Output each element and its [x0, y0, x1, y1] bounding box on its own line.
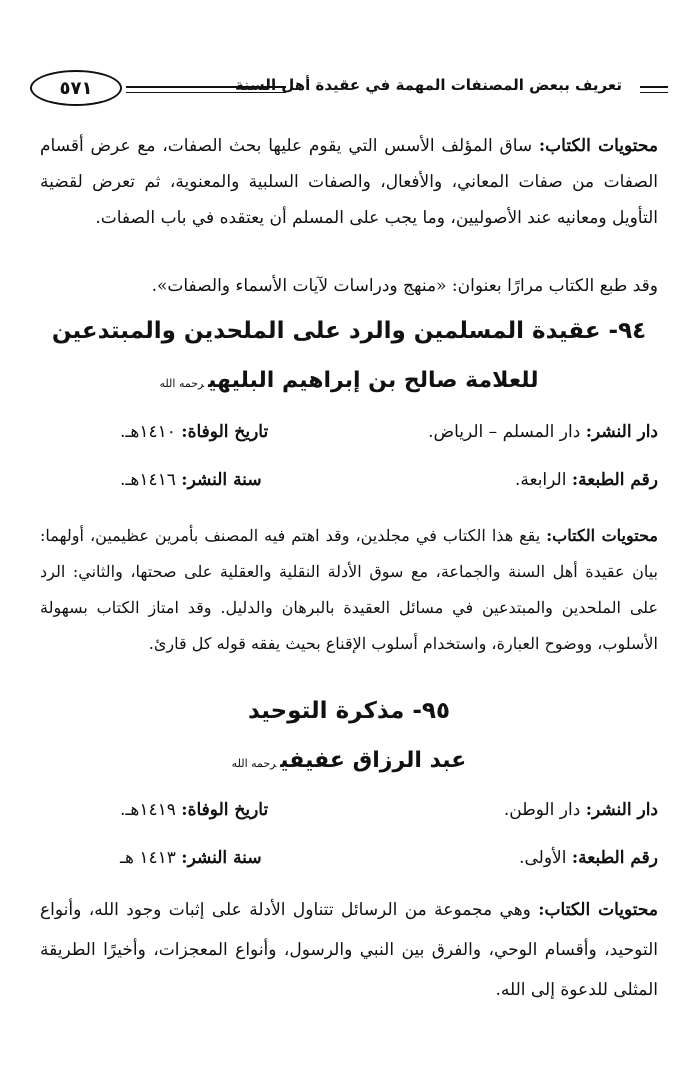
book94-death	[120, 422, 268, 442]
book95-edition	[519, 848, 658, 868]
book94-edition-label: رقم الطبعة:	[571, 470, 658, 490]
book95-contents-text: وهي مجموعة من الرسائل تتناول الأدلة على إثبات وجود الله، وأنواع التوحيد، وأقسام الوحي، والفرق بين النبي والرسول، وأنواع المعجزات، وأخيرًا الطريقة المثلى للدعوة إلى الله.	[40, 900, 658, 1000]
book95-publisher-value: دار الوطن.	[503, 800, 586, 820]
book95-title: ٩٥- مذكرة التوحيد	[247, 698, 450, 724]
book95-contents	[40, 890, 658, 1010]
book94-publisher	[428, 422, 658, 442]
header-rule-right	[640, 86, 668, 93]
book94-author	[40, 368, 658, 393]
book94-year-label: سنة النشر:	[181, 470, 262, 490]
book95-author-name: عبد الرزاق عفيفي	[280, 748, 467, 773]
book94-contents-label: محتويات الكتاب:	[546, 526, 658, 545]
book94-title: ٩٤- عقيدة المسلمين والرد على الملحدين والمبتدعين	[51, 318, 647, 344]
book95-author	[40, 748, 658, 773]
book94-edition	[515, 470, 658, 490]
intro-contents-label: محتويات الكتاب:	[538, 136, 658, 156]
book95-honorific: رحمه الله	[231, 757, 277, 770]
book94-honorific: رحمه الله	[159, 377, 205, 390]
book95-publisher-label: دار النشر:	[585, 800, 658, 820]
book95-contents-label: محتويات الكتاب:	[538, 900, 658, 920]
book94-contents	[40, 518, 658, 662]
intro-contents	[40, 128, 658, 236]
book94-death-label: تاريخ الوفاة:	[181, 422, 269, 442]
book95-meta-row-1	[40, 800, 658, 830]
book94-death-value: ١٤١٠هـ.	[120, 422, 182, 442]
page-number: ٥٧١	[30, 70, 122, 106]
book95-death	[120, 800, 268, 820]
book94-publisher-label: دار النشر:	[585, 422, 658, 442]
book95-publisher	[504, 800, 658, 820]
book94-edition-value: الرابعة.	[514, 470, 572, 490]
book95-year-value: ١٤١٣ هـ	[120, 848, 182, 868]
book94-meta-row-2	[40, 470, 658, 500]
book95-death-value: ١٤١٩هـ.	[120, 800, 182, 820]
book95-edition-label: رقم الطبعة:	[571, 848, 658, 868]
running-title: تعريف ببعض المصنفات المهمة في عقيدة أهل السنة	[234, 76, 622, 94]
book95-year	[120, 848, 262, 868]
intro-printed-note: وقد طبع الكتاب مرارًا بعنوان: «منهج ودراسات لآيات الأسماء والصفات».	[151, 276, 658, 296]
book94-year	[120, 470, 262, 490]
book95-meta-row-2	[40, 848, 658, 878]
book94-contents-text: يقع هذا الكتاب في مجلدين، وقد اهتم فيه المصنف بأمرين عظيمين، أولهما: بيان عقيدة أهل السنة والجماعة، مع سوق الأدلة النقلية والعقلية على صحتها، والثاني: الرد على الملحدين والمبتدعين في مسائل العقيدة بالبرهان والدليل. وقد امتاز الكتاب بسهولة الأسلوب، ووضوح العبارة، واستخدام أسلوب الإقناع بحيث يفقه قوله كل قارئ.	[40, 526, 658, 653]
book95-edition-value: الأولى.	[519, 848, 572, 868]
book94-year-value: ١٤١٦هـ.	[120, 470, 182, 490]
header-rule-left	[126, 86, 286, 93]
running-header	[30, 70, 668, 110]
book94-author-name: للعلامة صالح بن إبراهيم البليهي	[208, 368, 539, 393]
book94-meta-row-1	[40, 422, 658, 452]
book94-publisher-value: دار المسلم – الرياض.	[428, 422, 586, 442]
book95-year-label: سنة النشر:	[181, 848, 262, 868]
book95-death-label: تاريخ الوفاة:	[181, 800, 269, 820]
intro-contents-text: ساق المؤلف الأسس التي يقوم عليها بحث الصفات، مع عرض أقسام الصفات من صفات المعاني، والأفعال، والصفات السلبية والمعنوية، ثم تعرض لقضية التأويل ومعانيه عند الأصوليين، وما يجب على المسلم أن يعتقده في باب الصفات.	[40, 136, 658, 228]
